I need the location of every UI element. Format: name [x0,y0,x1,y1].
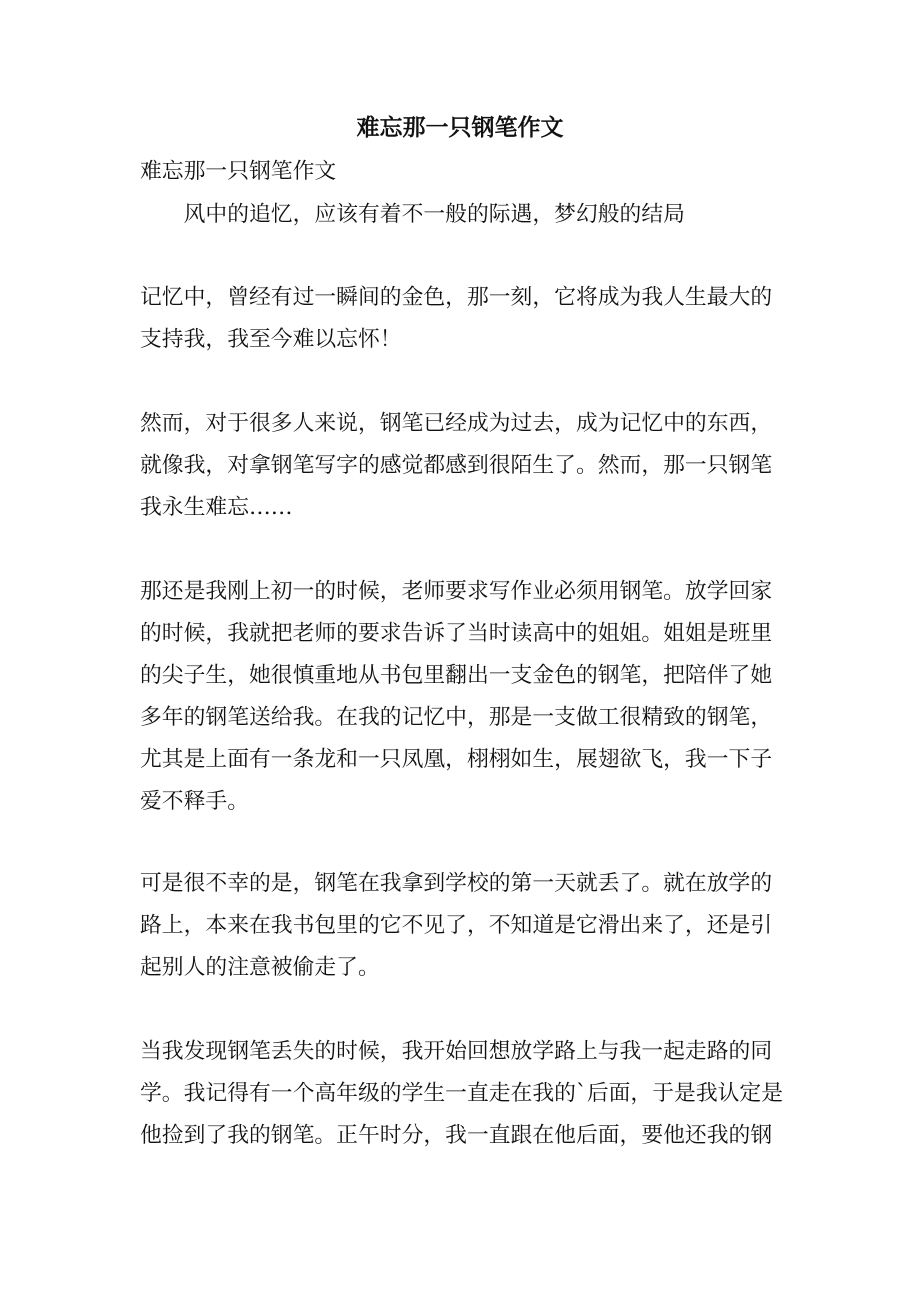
text-line: 当我发现钢笔丢失的时候，我开始回想放学路上与我一起走路的同 [140,1039,773,1064]
text-line: 可是很不幸的是，钢笔在我拿到学校的第一天就丢了。就在放学的 [140,871,773,896]
text-line: 起别人的注意被偷走了。 [140,955,380,980]
text-line: 就像我，对拿钢笔写字的感觉都感到很陌生了。然而，那一只钢笔 [140,453,773,478]
text-line: 然而，对于很多人来说，钢笔已经成为过去，成为记忆中的东西， [140,411,773,436]
text-line: 的时候，我就把老师的要求告诉了当时读高中的姐姐。姐姐是班里 [140,621,773,646]
text-line: 风中的追忆，应该有着不一般的际遇，梦幻般的结局 [140,202,685,227]
text-line: 我永生难忘…… [140,495,293,520]
text-line: 那还是我刚上初一的时候，老师要求写作业必须用钢笔。放学回家 [140,579,773,604]
text-line: 的尖子生，她很慎重地从书包里翻出一支金色的钢笔，把陪伴了她 [140,663,773,688]
text-line: 支持我，我至今难以忘怀！ [140,327,402,352]
text-line: 学。我记得有一个高年级的学生一直走在我的`后面，于是我认定是 [140,1081,784,1106]
text-line: 尤其是上面有一条龙和一只凤凰，栩栩如生，展翅欲飞，我一下子 [140,747,773,772]
text-line: 爱不释手。 [140,789,249,814]
text-line: 多年的钢笔送给我。在我的记忆中，那是一支做工很精致的钢笔， [140,705,773,730]
document-subtitle: 难忘那一只钢笔作文 [140,159,337,184]
text-line: 记忆中，曾经有过一瞬间的金色，那一刻，它将成为我人生最大的 [140,285,773,310]
text-line: 路上，本来在我书包里的它不见了，不知道是它滑出来了，还是引 [140,913,773,938]
document-title: 难忘那一只钢笔作文 [356,115,564,141]
text-line: 他捡到了我的钢笔。正午时分，我一直跟在他后面，要他还我的钢 [140,1123,773,1148]
